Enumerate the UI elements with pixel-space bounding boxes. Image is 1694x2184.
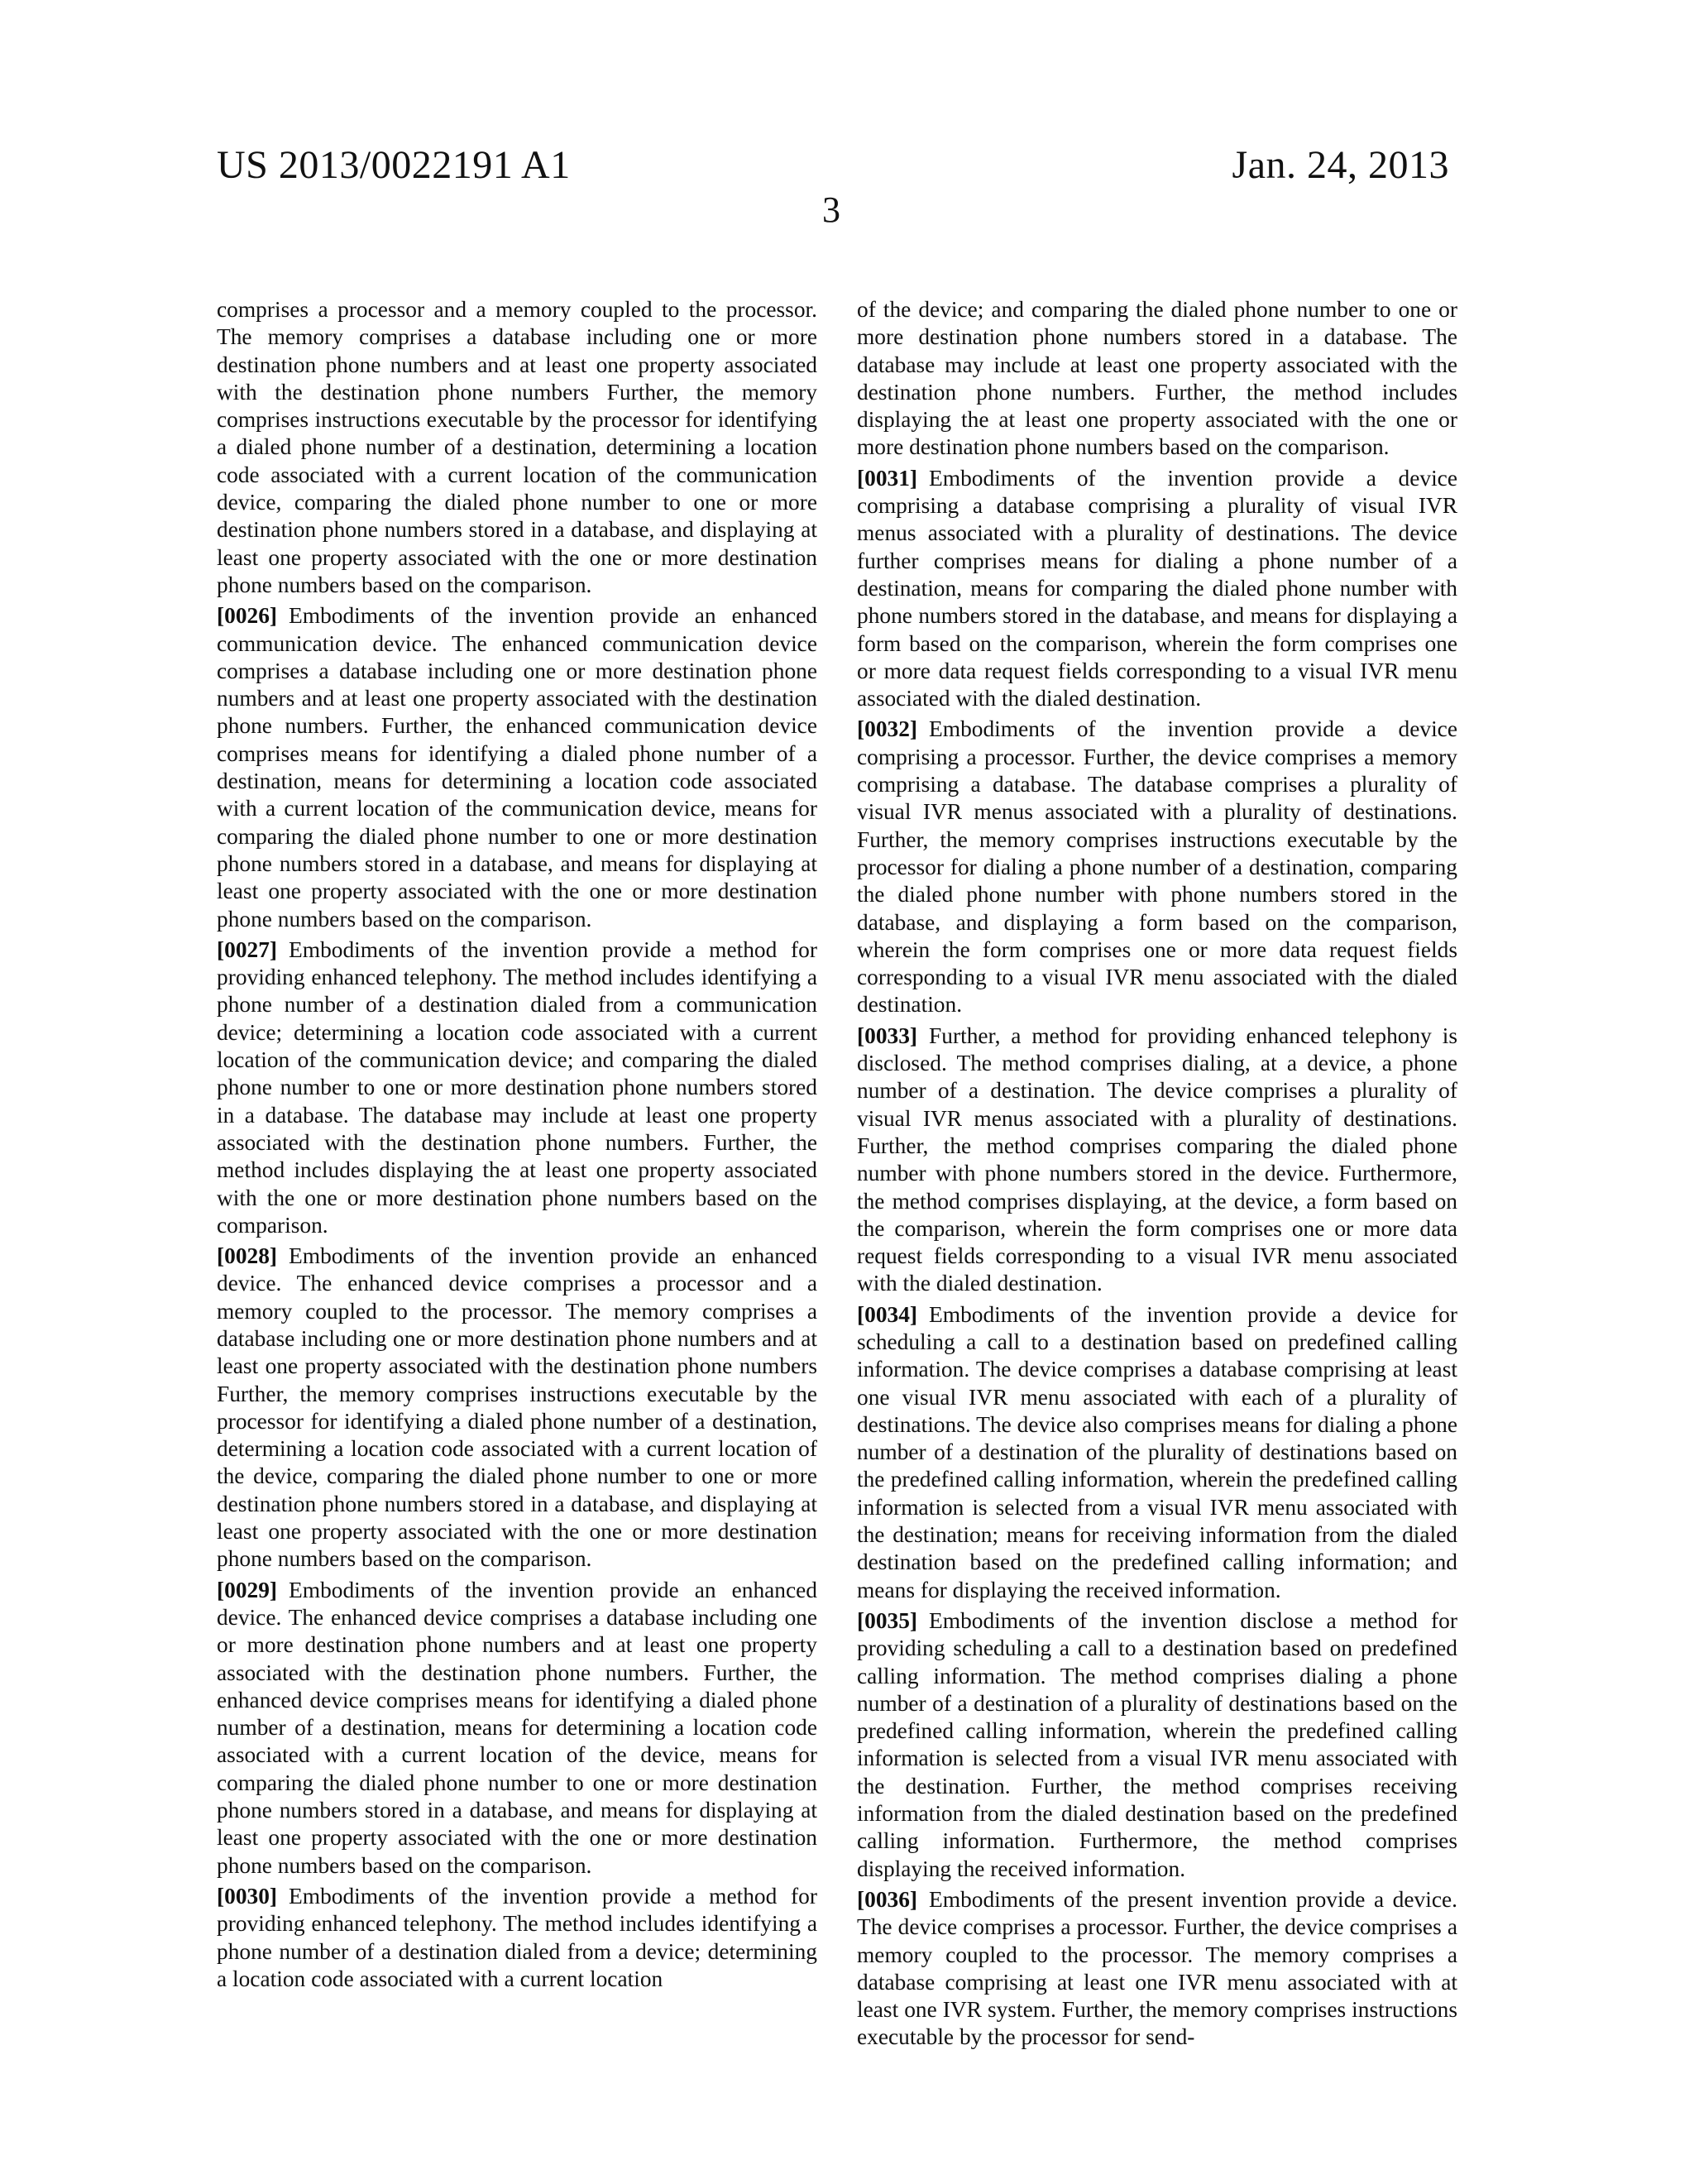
publication-number: US 2013/0022191 A1	[217, 143, 571, 187]
paragraph-0029	[217, 1577, 817, 1880]
paragraph-text: Embodiments of the invention disclose a method for providing scheduling a call to a destination based on predefined calling information. The method comprises dialing a phone number of a destination of a plurality of destinations based on the predefined calling information, wherein the predefined calling information is selected from a visual IVR menu associated with the destination. Further, the method comprises receiving information from the dialed destination based on the predefined calling information. Furthermore, the method comprises displaying the received information.	[857, 1607, 1457, 1881]
paragraph-text: Embodiments of the invention provide a device comprising a processor. Further, the device comprises a memory comprising a database. The database comprises a plurality of visual IVR menus associated with a plurality of destinations. Further, the memory comprises instructions executable by the processor for dialing a phone number of a destination, comparing the dialed phone number with phone numbers stored in the database, and displaying a form based on the comparison, wherein the form comprises one or more data request fields corresponding to a visual IVR menu associated with the dialed destination.	[857, 716, 1457, 1018]
continuation-paragraph: of the device; and comparing the dialed phone number to one or more destination phone numbers stored in a database. The database may include at least one property associated with the destination phone numbers. Further, the method includes displaying the at least one property associated with the one or more destination phone numbers based on the comparison.	[857, 297, 1457, 460]
paragraph-text: Embodiments of the invention provide a method for providing enhanced telephony. The method includes identifying a phone number of a destination dialed from a device; determining a location code associated with a current location	[217, 1883, 817, 1991]
paragraph-text: Embodiments of the invention provide an enhanced device. The enhanced device comprises a processor and a memory coupled to the processor. The memory comprises a database including one or more destination phone numbers and at least one property associated with the destination phone numbers Further, the memory comprises instructions executable by the processor for identifying a dialed phone number of a destination, determining a location code associated with a current location of the device, comparing the dialed phone number to one or more destination phone numbers stored in a database, and displaying at least one property associated with the one or more destination phone numbers based on the comparison.	[217, 1243, 817, 1572]
paragraph-0026	[217, 602, 817, 933]
paragraph-0027	[217, 936, 817, 1239]
paragraph-number: [0033]	[857, 1023, 918, 1048]
paragraph-0032	[857, 716, 1457, 1018]
paragraph-number: [0027]	[217, 936, 278, 962]
paragraph-text: Further, a method for providing enhanced telephony is disclosed. The method comprises dialing, at a device, a phone number of a destination. The device comprises a plurality of visual IVR menus associated with a plurality of destinations. Further, the method comprises comparing the dialed phone number with phone numbers stored in the device. Furthermore, the method comprises displaying, at the device, a form based on the comparison, wherein the form comprises one or more data request fields corresponding to a visual IVR menu associated with the dialed destination.	[857, 1023, 1457, 1296]
paragraph-text: Embodiments of the invention provide a method for providing enhanced telephony. The method includes identifying a phone number of a destination dialed from a communication device; determining a location code associated with a current location of the communication device; and comparing the dialed phone number to one or more destination phone numbers stored in a database. The database may include at least one property associated with the destination phone numbers. Further, the method includes displaying the at least one property associated with the one or more destination phone numbers based on the comparison.	[217, 936, 817, 1238]
paragraph-number: [0026]	[217, 603, 278, 629]
paragraph-0030	[217, 1883, 817, 1993]
paragraph-0028	[217, 1243, 817, 1573]
paragraph-text: Embodiments of the invention provide an enhanced device. The enhanced device comprises a database including one or more destination phone numbers and at least one property associated with the destination phone numbers. Further, the enhanced device comprises means for identifying a dialed phone number of a destination, means for determining a location code associated with a current location of the device, means for comparing the dialed phone number to one or more destination phone numbers stored in a database, and means for displaying at least one property associated with the one or more destination phone numbers based on the comparison.	[217, 1577, 817, 1878]
paragraph-number: [0030]	[217, 1883, 278, 1909]
publication-date: Jan. 24, 2013	[1232, 143, 1449, 187]
paragraph-number: [0031]	[857, 465, 918, 491]
paragraph-number: [0032]	[857, 716, 918, 742]
paragraph-number: [0029]	[217, 1577, 278, 1602]
paragraph-0033	[857, 1023, 1457, 1298]
paragraph-0035	[857, 1607, 1457, 1883]
paragraph-0031	[857, 465, 1457, 713]
paragraph-text: Embodiments of the invention provide an enhanced communication device. The enhanced communication device comprises a database including one or more destination phone numbers and at least one property associated with the destination phone numbers. Further, the enhanced communication device comprises means for identifying a dialed phone number of a destination, means for determining a location code associated with a current location of the communication device, means for comparing the dialed phone number to one or more destination phone numbers stored in a database, and means for displaying at least one property associated with the one or more destination phone numbers based on the comparison.	[217, 603, 817, 932]
paragraph-number: [0035]	[857, 1607, 918, 1633]
paragraph-0034	[857, 1301, 1457, 1604]
paragraph-text: Embodiments of the invention provide a device comprising a database comprising a plurality of visual IVR menus associated with a plurality of destinations. The device further comprises means for dialing a phone number of a destination, means for comparing the dialed phone number with phone numbers stored in the database, and means for displaying a form based on the comparison, wherein the form comprises one or more data request fields corresponding to a visual IVR menu associated with the dialed destination.	[857, 465, 1457, 711]
right-column	[857, 296, 1457, 2055]
paragraph-number: [0034]	[857, 1301, 918, 1327]
paragraph-0036	[857, 1886, 1457, 2052]
continuation-paragraph: comprises a processor and a memory coupled to the processor. The memory comprises a database including one or more destination phone numbers and at least one property associated with the destination phone numbers Further, the memory comprises instructions executable by the processor for identifying a dialed phone number of a destination, determining a location code associated with a current location of the communication device, comparing the dialed phone number to one or more destination phone numbers stored in a database, and displaying at least one property associated with the one or more destination phone numbers based on the comparison.	[217, 297, 817, 597]
paragraph-number: [0028]	[217, 1243, 278, 1269]
paragraph-text: Embodiments of the invention provide a device for scheduling a call to a destination based on predefined calling information. The device comprises a database comprising at least one visual IVR menu associated with each of a plurality of destinations. The device also comprises means for dialing a phone number of a destination of the plurality of destinations based on the predefined calling information, wherein the predefined calling information is selected from a visual IVR menu associated with the destination; means for receiving information from the dialed destination based on the predefined calling information; and means for displaying the received information.	[857, 1301, 1457, 1602]
left-column	[217, 296, 817, 1996]
page-number: 3	[822, 189, 840, 230]
paragraph-text: Embodiments of the present invention provide a device. The device comprises a processor. Further, the device comprises a memory coupled to the processor. The memory comprises a database comprising at least one IVR menu associated with at least one IVR system. Further, the memory comprises instructions executable by the processor for send-	[857, 1886, 1457, 2050]
paragraph-number: [0036]	[857, 1886, 918, 1912]
